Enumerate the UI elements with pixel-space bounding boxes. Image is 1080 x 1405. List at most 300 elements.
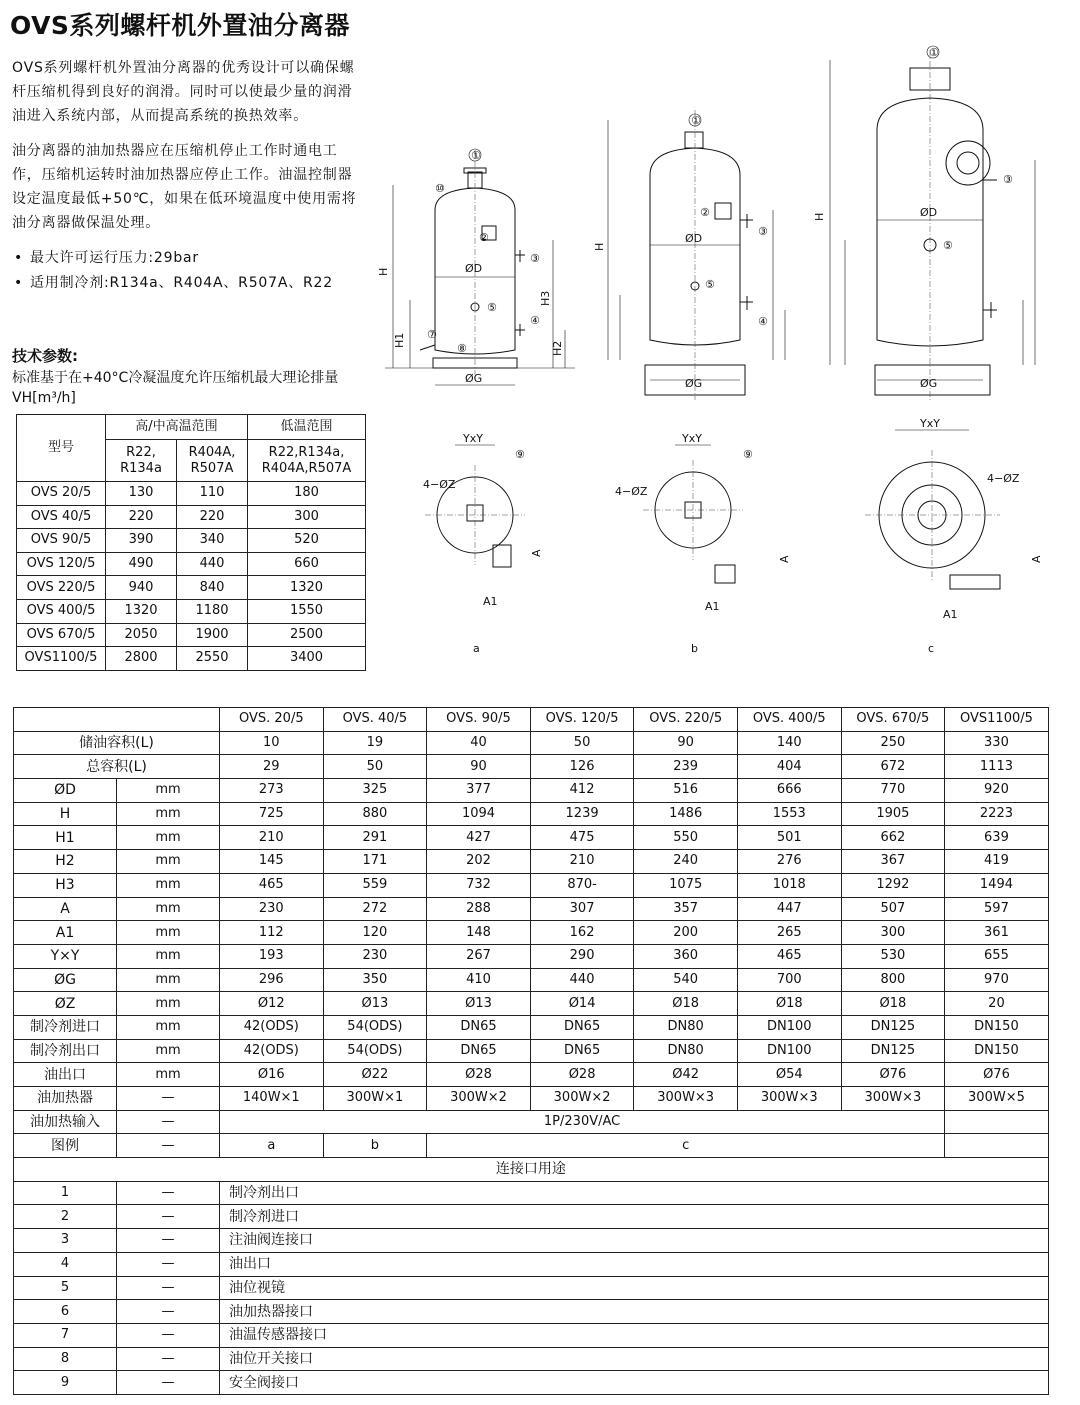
value-cell: 202 (427, 850, 531, 874)
connection-purpose: 油温传感器接口 (220, 1323, 1049, 1347)
capacity-cell: 1320 (106, 599, 177, 623)
value-cell: DN65 (427, 1039, 531, 1063)
row-label: Y×Y (14, 944, 117, 968)
value-cell: DN150 (945, 1039, 1049, 1063)
refrigerant-header-2: R404A, R507A (177, 440, 248, 482)
unit-cell: mm (117, 873, 220, 897)
value-cell: 90 (634, 731, 738, 755)
callout-5-c: ⑤ (943, 239, 953, 252)
value-cell: 357 (634, 897, 738, 921)
callout-3-b: ③ (758, 225, 768, 238)
dimension-row (14, 944, 1049, 968)
dimension-row (14, 992, 1049, 1016)
value-cell: 350 (323, 968, 427, 992)
connection-number: 9 (14, 1371, 117, 1395)
capacity-row (17, 529, 366, 553)
row-label: A1 (14, 921, 117, 945)
value-cell: 210 (220, 826, 324, 850)
dimension-row (14, 921, 1049, 945)
intro-paragraph-1: OVS系列螺杆机外置油分离器的优秀设计可以确保螺杆压缩机得到良好的润滑。同时可以使最少量的润滑油进入系统内部，从而提高系统的换热效率。 (12, 60, 355, 124)
value-cell: Ø18 (634, 992, 738, 1016)
callout-4-a: ④ (530, 314, 540, 327)
unit-cell: mm (117, 921, 220, 945)
dimension-table (13, 707, 1049, 1395)
dim-label-A-a: A (530, 549, 543, 557)
value-cell: 920 (945, 779, 1049, 803)
row-label: 总容积(L) (14, 755, 220, 779)
connection-row (14, 1300, 1049, 1324)
capacity-cell: 840 (177, 576, 248, 600)
legend-row (14, 1134, 1049, 1158)
value-cell: 465 (737, 944, 841, 968)
group-high-header: 高/中高温范围 (106, 415, 248, 440)
page-title: OVS系列螺杆机外置油分离器 (10, 11, 350, 40)
model-cell: OVS 90/5 (17, 529, 106, 553)
value-cell: 540 (634, 968, 738, 992)
capacity-cell: 2550 (177, 647, 248, 671)
dim-label-H3: H3 (539, 290, 552, 306)
unit-cell: mm (117, 826, 220, 850)
capacity-row (17, 647, 366, 671)
value-cell: 239 (634, 755, 738, 779)
value-cell: 112 (220, 921, 324, 945)
value-cell: 291 (323, 826, 427, 850)
connection-dash: — (117, 1371, 220, 1395)
connection-row (14, 1371, 1049, 1395)
value-cell: 1494 (945, 873, 1049, 897)
connection-dash: — (117, 1229, 220, 1253)
empty-cell (945, 1110, 1049, 1134)
unit-cell: mm (117, 1015, 220, 1039)
connection-number: 3 (14, 1229, 117, 1253)
dimension-row (14, 873, 1049, 897)
value-cell: 507 (841, 897, 945, 921)
capacity-cell: 1900 (177, 623, 248, 647)
connection-purpose: 制冷剂进口 (220, 1205, 1049, 1229)
capacity-cell: 2500 (248, 623, 366, 647)
value-cell: 145 (220, 850, 324, 874)
value-cell: DN125 (841, 1039, 945, 1063)
connection-dash: — (117, 1276, 220, 1300)
feature-refrigerants: • 适用制冷剂:R134a、R404A、R507A、R22 (12, 271, 362, 296)
model-header-cell: OVS. 20/5 (220, 708, 324, 732)
legend-b: b (323, 1134, 427, 1158)
value-cell: 272 (323, 897, 427, 921)
row-label: 油加热输入 (14, 1110, 117, 1134)
model-header-cell: OVS. 400/5 (737, 708, 841, 732)
unit-cell: mm (117, 850, 220, 874)
capacity-row (17, 482, 366, 506)
capacity-cell: 180 (248, 482, 366, 506)
value-cell: 300W×5 (945, 1087, 1049, 1111)
dim-label-G-c: ØG (920, 377, 938, 390)
connection-purpose: 油位视镜 (220, 1276, 1049, 1300)
value-cell: 126 (530, 755, 634, 779)
unit-cell: mm (117, 1063, 220, 1087)
model-header-cell: OVS. 90/5 (427, 708, 531, 732)
dim-label-G-b: ØG (685, 377, 703, 390)
row-label: ØD (14, 779, 117, 803)
capacity-cell: 220 (177, 505, 248, 529)
value-cell: 440 (530, 968, 634, 992)
connection-purpose: 油加热器接口 (220, 1300, 1049, 1324)
value-cell: 307 (530, 897, 634, 921)
dim-label-H2: H2 (551, 340, 564, 356)
dimension-row (14, 850, 1049, 874)
value-cell: Ø22 (323, 1063, 427, 1087)
connection-dash: — (117, 1205, 220, 1229)
capacity-cell: 940 (106, 576, 177, 600)
connection-purpose: 安全阀接口 (220, 1371, 1049, 1395)
value-cell: 970 (945, 968, 1049, 992)
row-label: 油出口 (14, 1063, 117, 1087)
dim-label-D: ØD (465, 262, 483, 275)
value-cell: 300W×3 (841, 1087, 945, 1111)
unit-cell: mm (117, 968, 220, 992)
unit-cell: mm (117, 992, 220, 1016)
value-cell: 404 (737, 755, 841, 779)
volume-row (14, 731, 1049, 755)
row-label: 制冷剂进口 (14, 1015, 117, 1039)
row-label: H2 (14, 850, 117, 874)
value-cell: 465 (220, 873, 324, 897)
value-cell: 300W×3 (737, 1087, 841, 1111)
model-header-cell: OVS. 40/5 (323, 708, 427, 732)
dim-label-D-b: ØD (685, 232, 703, 245)
value-cell: 377 (427, 779, 531, 803)
value-cell: Ø18 (737, 992, 841, 1016)
capacity-cell: 220 (106, 505, 177, 529)
value-cell: 42(ODS) (220, 1039, 324, 1063)
value-cell: 300W×1 (323, 1087, 427, 1111)
value-cell: 240 (634, 850, 738, 874)
connection-dash: — (117, 1323, 220, 1347)
model-header-cell: OVS1100/5 (945, 708, 1049, 732)
dim-label-YxY-a: YxY (463, 432, 483, 445)
connection-row (14, 1276, 1049, 1300)
value-cell: 250 (841, 731, 945, 755)
caption-c: c (928, 642, 935, 655)
separator-diagrams (375, 40, 1070, 660)
value-cell: 870- (530, 873, 634, 897)
row-label: H3 (14, 873, 117, 897)
dimension-row (14, 1063, 1049, 1087)
dim-label-YxY-c: YxY (920, 417, 940, 430)
value-cell: 410 (427, 968, 531, 992)
connection-number: 7 (14, 1323, 117, 1347)
callout-9-b: ⑨ (743, 448, 753, 461)
capacity-cell: 1180 (177, 599, 248, 623)
intro-text (12, 56, 362, 296)
model-cell: OVS 120/5 (17, 552, 106, 576)
value-cell: 29 (220, 755, 324, 779)
vessel-a-elevation (377, 150, 575, 385)
empty-header (14, 708, 220, 732)
value-cell: 10 (220, 731, 324, 755)
capacity-cell: 1320 (248, 576, 366, 600)
value-cell: 419 (945, 850, 1049, 874)
plan-view-b (615, 432, 791, 655)
value-cell: 559 (323, 873, 427, 897)
model-cell: OVS 220/5 (17, 576, 106, 600)
value-cell: DN65 (530, 1039, 634, 1063)
callout-2-a: ② (479, 231, 489, 244)
capacity-row (17, 599, 366, 623)
connection-purpose: 注油阀连接口 (220, 1229, 1049, 1253)
value-cell: 2223 (945, 802, 1049, 826)
spec-note: 标准基于在+40°C冷凝温度允许压缩机最大理论排量VH[m³/h] (12, 370, 339, 406)
value-cell: DN65 (427, 1015, 531, 1039)
vessel-b-elevation (593, 110, 785, 400)
callout-9-a: ⑨ (515, 448, 525, 461)
capacity-cell: 2800 (106, 647, 177, 671)
value-cell: 367 (841, 850, 945, 874)
callout-3-c: ③ (1003, 173, 1013, 186)
callout-1-a: ① (471, 149, 481, 162)
refrigerant-header-1: R22, R134a (106, 440, 177, 482)
capacity-table (16, 414, 366, 671)
value-cell: 265 (737, 921, 841, 945)
capacity-cell: 520 (248, 529, 366, 553)
value-cell: 50 (530, 731, 634, 755)
value-cell: 655 (945, 944, 1049, 968)
model-header-cell: OVS. 670/5 (841, 708, 945, 732)
dim-label-YxY-b: YxY (682, 432, 702, 445)
row-label: H1 (14, 826, 117, 850)
model-cell: OVS 670/5 (17, 623, 106, 647)
row-label: H (14, 802, 117, 826)
row-label: 制冷剂出口 (14, 1039, 117, 1063)
caption-b: b (691, 642, 698, 655)
unit-cell: mm (117, 897, 220, 921)
model-header-cell: OVS. 220/5 (634, 708, 738, 732)
callout-2-b: ② (700, 206, 710, 219)
value-cell: 361 (945, 921, 1049, 945)
capacity-row (17, 576, 366, 600)
dim-label-Z-a: 4−ØZ (423, 478, 456, 491)
refrigerant-header-3: R22,R134a, R404A,R507A (248, 440, 366, 482)
capacity-cell: 390 (106, 529, 177, 553)
dim-label-A1-c: A1 (943, 608, 958, 621)
value-cell: 90 (427, 755, 531, 779)
empty-cell (945, 1134, 1049, 1158)
value-cell: 639 (945, 826, 1049, 850)
value-cell: 230 (323, 944, 427, 968)
capacity-cell: 3400 (248, 647, 366, 671)
value-cell: 276 (737, 850, 841, 874)
value-cell: 300 (841, 921, 945, 945)
connection-dash: — (117, 1252, 220, 1276)
connection-number: 4 (14, 1252, 117, 1276)
callout-10-a: ⑩ (435, 182, 445, 195)
value-cell: 475 (530, 826, 634, 850)
value-cell: DN100 (737, 1039, 841, 1063)
value-cell: 1113 (945, 755, 1049, 779)
legend-a: a (220, 1134, 324, 1158)
value-cell: DN80 (634, 1015, 738, 1039)
value-cell: 800 (841, 968, 945, 992)
dim-label-A1-b: A1 (705, 600, 720, 613)
value-cell: 725 (220, 802, 324, 826)
capacity-cell: 130 (106, 482, 177, 506)
value-cell: 50 (323, 755, 427, 779)
row-label: 储油容积(L) (14, 731, 220, 755)
value-cell: 171 (323, 850, 427, 874)
dim-label-Z-b: 4−ØZ (615, 485, 648, 498)
connection-number: 6 (14, 1300, 117, 1324)
value-cell: Ø13 (427, 992, 531, 1016)
value-cell: 516 (634, 779, 738, 803)
connection-row (14, 1323, 1049, 1347)
value-cell: 19 (323, 731, 427, 755)
connection-number: 2 (14, 1205, 117, 1229)
value-cell: 732 (427, 873, 531, 897)
capacity-row (17, 552, 366, 576)
value-cell: 200 (634, 921, 738, 945)
value-cell: 140 (737, 731, 841, 755)
feature-list (12, 246, 362, 296)
model-cell: OVS 40/5 (17, 505, 106, 529)
connection-row (14, 1229, 1049, 1253)
value-cell: Ø13 (323, 992, 427, 1016)
value-cell: 325 (323, 779, 427, 803)
value-cell: 54(ODS) (323, 1039, 427, 1063)
value-cell: Ø18 (841, 992, 945, 1016)
value-cell: 1094 (427, 802, 531, 826)
connection-purpose: 油位开关接口 (220, 1347, 1049, 1371)
dimension-row (14, 826, 1049, 850)
value-cell: 40 (427, 731, 531, 755)
model-header: 型号 (17, 415, 106, 482)
value-cell: 1905 (841, 802, 945, 826)
value-cell: DN80 (634, 1039, 738, 1063)
value-cell: Ø14 (530, 992, 634, 1016)
value-cell: 360 (634, 944, 738, 968)
dimension-row (14, 802, 1049, 826)
spec-heading: 技术参数: (12, 347, 78, 365)
unit-cell: mm (117, 779, 220, 803)
capacity-cell: 440 (177, 552, 248, 576)
value-cell: Ø42 (634, 1063, 738, 1087)
value-cell: 267 (427, 944, 531, 968)
callout-3-a: ③ (530, 252, 540, 265)
value-cell: 1553 (737, 802, 841, 826)
vessel-c-elevation (813, 50, 1035, 400)
value-cell: DN65 (530, 1015, 634, 1039)
connection-dash: — (117, 1181, 220, 1205)
value-cell: 273 (220, 779, 324, 803)
callout-5-a: ⑤ (487, 301, 497, 314)
value-cell: 54(ODS) (323, 1015, 427, 1039)
unit-cell: — (117, 1134, 220, 1158)
dimension-row (14, 779, 1049, 803)
capacity-cell: 300 (248, 505, 366, 529)
value-cell: 597 (945, 897, 1049, 921)
row-label: ØZ (14, 992, 117, 1016)
capacity-cell: 490 (106, 552, 177, 576)
value-cell: 288 (427, 897, 531, 921)
plan-view-c (865, 417, 1043, 655)
unit-cell: mm (117, 1039, 220, 1063)
value-cell: 427 (427, 826, 531, 850)
connection-row (14, 1347, 1049, 1371)
value-cell: Ø16 (220, 1063, 324, 1087)
model-cell: OVS 20/5 (17, 482, 106, 506)
unit-cell: — (117, 1087, 220, 1111)
plan-view-a (423, 432, 543, 655)
connection-number: 5 (14, 1276, 117, 1300)
callout-4-b: ④ (758, 315, 768, 328)
value-cell: 1075 (634, 873, 738, 897)
dim-label-A-b: A (778, 555, 791, 563)
row-label: ØG (14, 968, 117, 992)
value-cell: 193 (220, 944, 324, 968)
value-cell: 447 (737, 897, 841, 921)
volume-row (14, 755, 1049, 779)
value-cell: 1486 (634, 802, 738, 826)
connection-number: 8 (14, 1347, 117, 1371)
value-cell: Ø54 (737, 1063, 841, 1087)
callout-1-c: ① (929, 46, 939, 59)
connection-row (14, 1252, 1049, 1276)
value-cell: 300W×2 (530, 1087, 634, 1111)
value-cell: 20 (945, 992, 1049, 1016)
value-cell: 1292 (841, 873, 945, 897)
caption-a: a (473, 642, 480, 655)
capacity-cell: 1550 (248, 599, 366, 623)
dim-label-H1: H1 (393, 332, 406, 348)
value-cell: 290 (530, 944, 634, 968)
intro-paragraph-2: 油分离器的油加热器应在压缩机停止工作时通电工作，压缩机运转时油加热器应停止工作。油温控制器设定温度最低+50℃，如果在低环境温度中使用需将油分离器做保温处理。 (12, 143, 357, 231)
callout-5-b: ⑤ (705, 278, 715, 291)
dim-label-H: H (377, 267, 390, 276)
connection-header-row (14, 1158, 1049, 1182)
model-cell: OVS 400/5 (17, 599, 106, 623)
model-cell: OVS1100/5 (17, 647, 106, 671)
dim-label-H-c: H (813, 212, 826, 221)
dimension-row (14, 1087, 1049, 1111)
connection-purpose: 油出口 (220, 1252, 1049, 1276)
value-cell: 672 (841, 755, 945, 779)
row-label: 图例 (14, 1134, 117, 1158)
capacity-cell: 340 (177, 529, 248, 553)
connection-row (14, 1205, 1049, 1229)
value-cell: 296 (220, 968, 324, 992)
dimension-row (14, 897, 1049, 921)
connection-header: 连接口用途 (14, 1158, 1049, 1182)
row-label: 油加热器 (14, 1087, 117, 1111)
value-cell: 120 (323, 921, 427, 945)
value-cell: 530 (841, 944, 945, 968)
value-cell: 148 (427, 921, 531, 945)
value-cell: 162 (530, 921, 634, 945)
row-label: A (14, 897, 117, 921)
connection-dash: — (117, 1347, 220, 1371)
group-low-header: 低温范围 (248, 415, 366, 440)
unit-cell: mm (117, 944, 220, 968)
value-cell: 700 (737, 968, 841, 992)
value-cell: 1239 (530, 802, 634, 826)
feature-pressure: • 最大许可运行压力:29bar (12, 246, 362, 271)
dimension-row (14, 968, 1049, 992)
unit-cell: — (117, 1110, 220, 1134)
value-cell: 501 (737, 826, 841, 850)
value-cell: Ø76 (841, 1063, 945, 1087)
value-cell: 412 (530, 779, 634, 803)
value-cell: 666 (737, 779, 841, 803)
connection-dash: — (117, 1300, 220, 1324)
value-cell: Ø28 (427, 1063, 531, 1087)
